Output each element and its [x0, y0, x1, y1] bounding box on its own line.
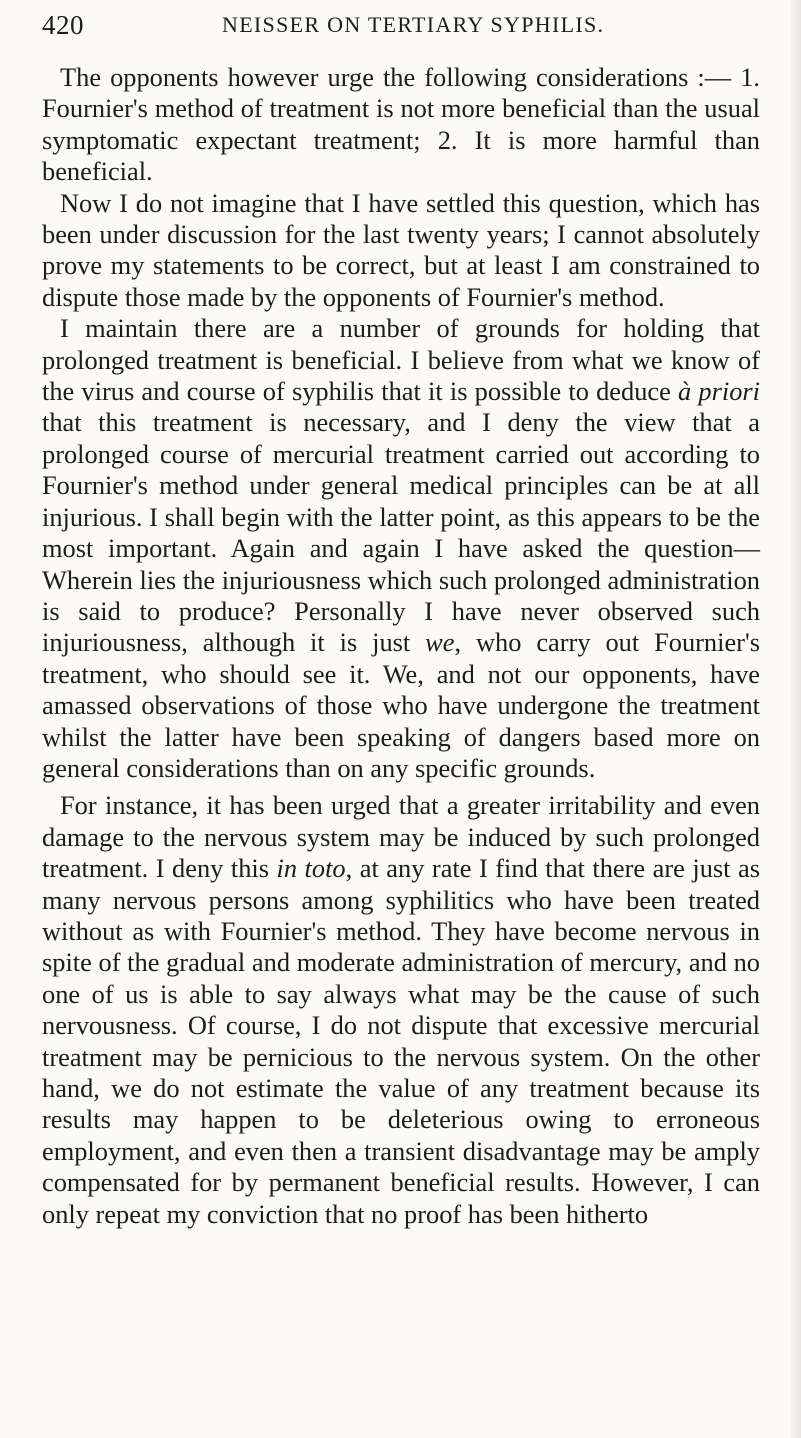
paragraph-3-text-b: that this treatment is necessary, and I deny the view that a prolonged course of mercurial treatment carried out according to Fournier's method under general medical principles can be at all injurious. I shall begin with the latter point, as this appears to be the most important. Again and again I have asked the question—Wherein lies the injuriousness which such prolonged administration is said to produce? Personally I have never observed such injuriousness, although it is just: [42, 407, 760, 658]
paragraph-4: [42, 790, 760, 1230]
running-title: NEISSER ON TERTIARY SYPHILIS.: [222, 12, 605, 37]
italic-in-toto: in toto: [276, 853, 346, 884]
page-edge-shadow: [791, 0, 801, 1438]
page-header: [42, 10, 772, 50]
paragraph-4-text-a: For instance, it has been urged that a greater irritability and even damage to the nervous system may be induced by such prolonged treatment. I deny this: [42, 790, 760, 884]
paragraph-3-text-c: , who carry out Fournier's treatment, who should see it. We, and not our opponents, have amassed observations of those who have undergone the treatment whilst the latter have been speaking of dangers based more on general considerations than on any specific grounds.: [42, 627, 760, 783]
italic-a-priori: à priori: [678, 376, 760, 407]
paragraph-1: The opponents however urge the following considerations :— 1. Fournier's method of treatment is not more beneficial than the usual symptomatic expectant treatment; 2. It is more harmful than beneficial.: [42, 62, 760, 187]
paragraph-4-text-b: , at any rate I find that there are just as many nervous persons among syphilitics who have been treated without as with Fournier's method. They have become nervous in spite of the gradual and moderate administration of mercury, and no one of us is able to say always what may be the cause of such nervousness. Of course, I do not dispute that excessive mercurial treatment may be pernicious to the nervous system. On the other hand, we do not estimate the value of any treatment because its results may happen to be deleterious owing to erroneous employment, and even then a transient disadvantage may be amply compensated for by permanent beneficial results. However, I can only repeat my conviction that no proof has been hitherto: [42, 853, 760, 1229]
page-number: 420: [42, 10, 84, 40]
body-text: [42, 62, 760, 1230]
paragraph-2: Now I do not imagine that I have settled this question, which has been under discussion for the last twenty years; I cannot absolutely prove my statements to be correct, but at least I am constrained to dispute those made by the opponents of Fournier's method.: [42, 187, 760, 312]
paragraph-3: [42, 313, 760, 784]
italic-we: we: [425, 627, 455, 658]
paragraph-3-text-a: I maintain there are a number of grounds for holding that prolonged treatment is beneficial. I believe from what we know of the virus and course of syphilis that it is possible to deduce: [42, 313, 760, 407]
